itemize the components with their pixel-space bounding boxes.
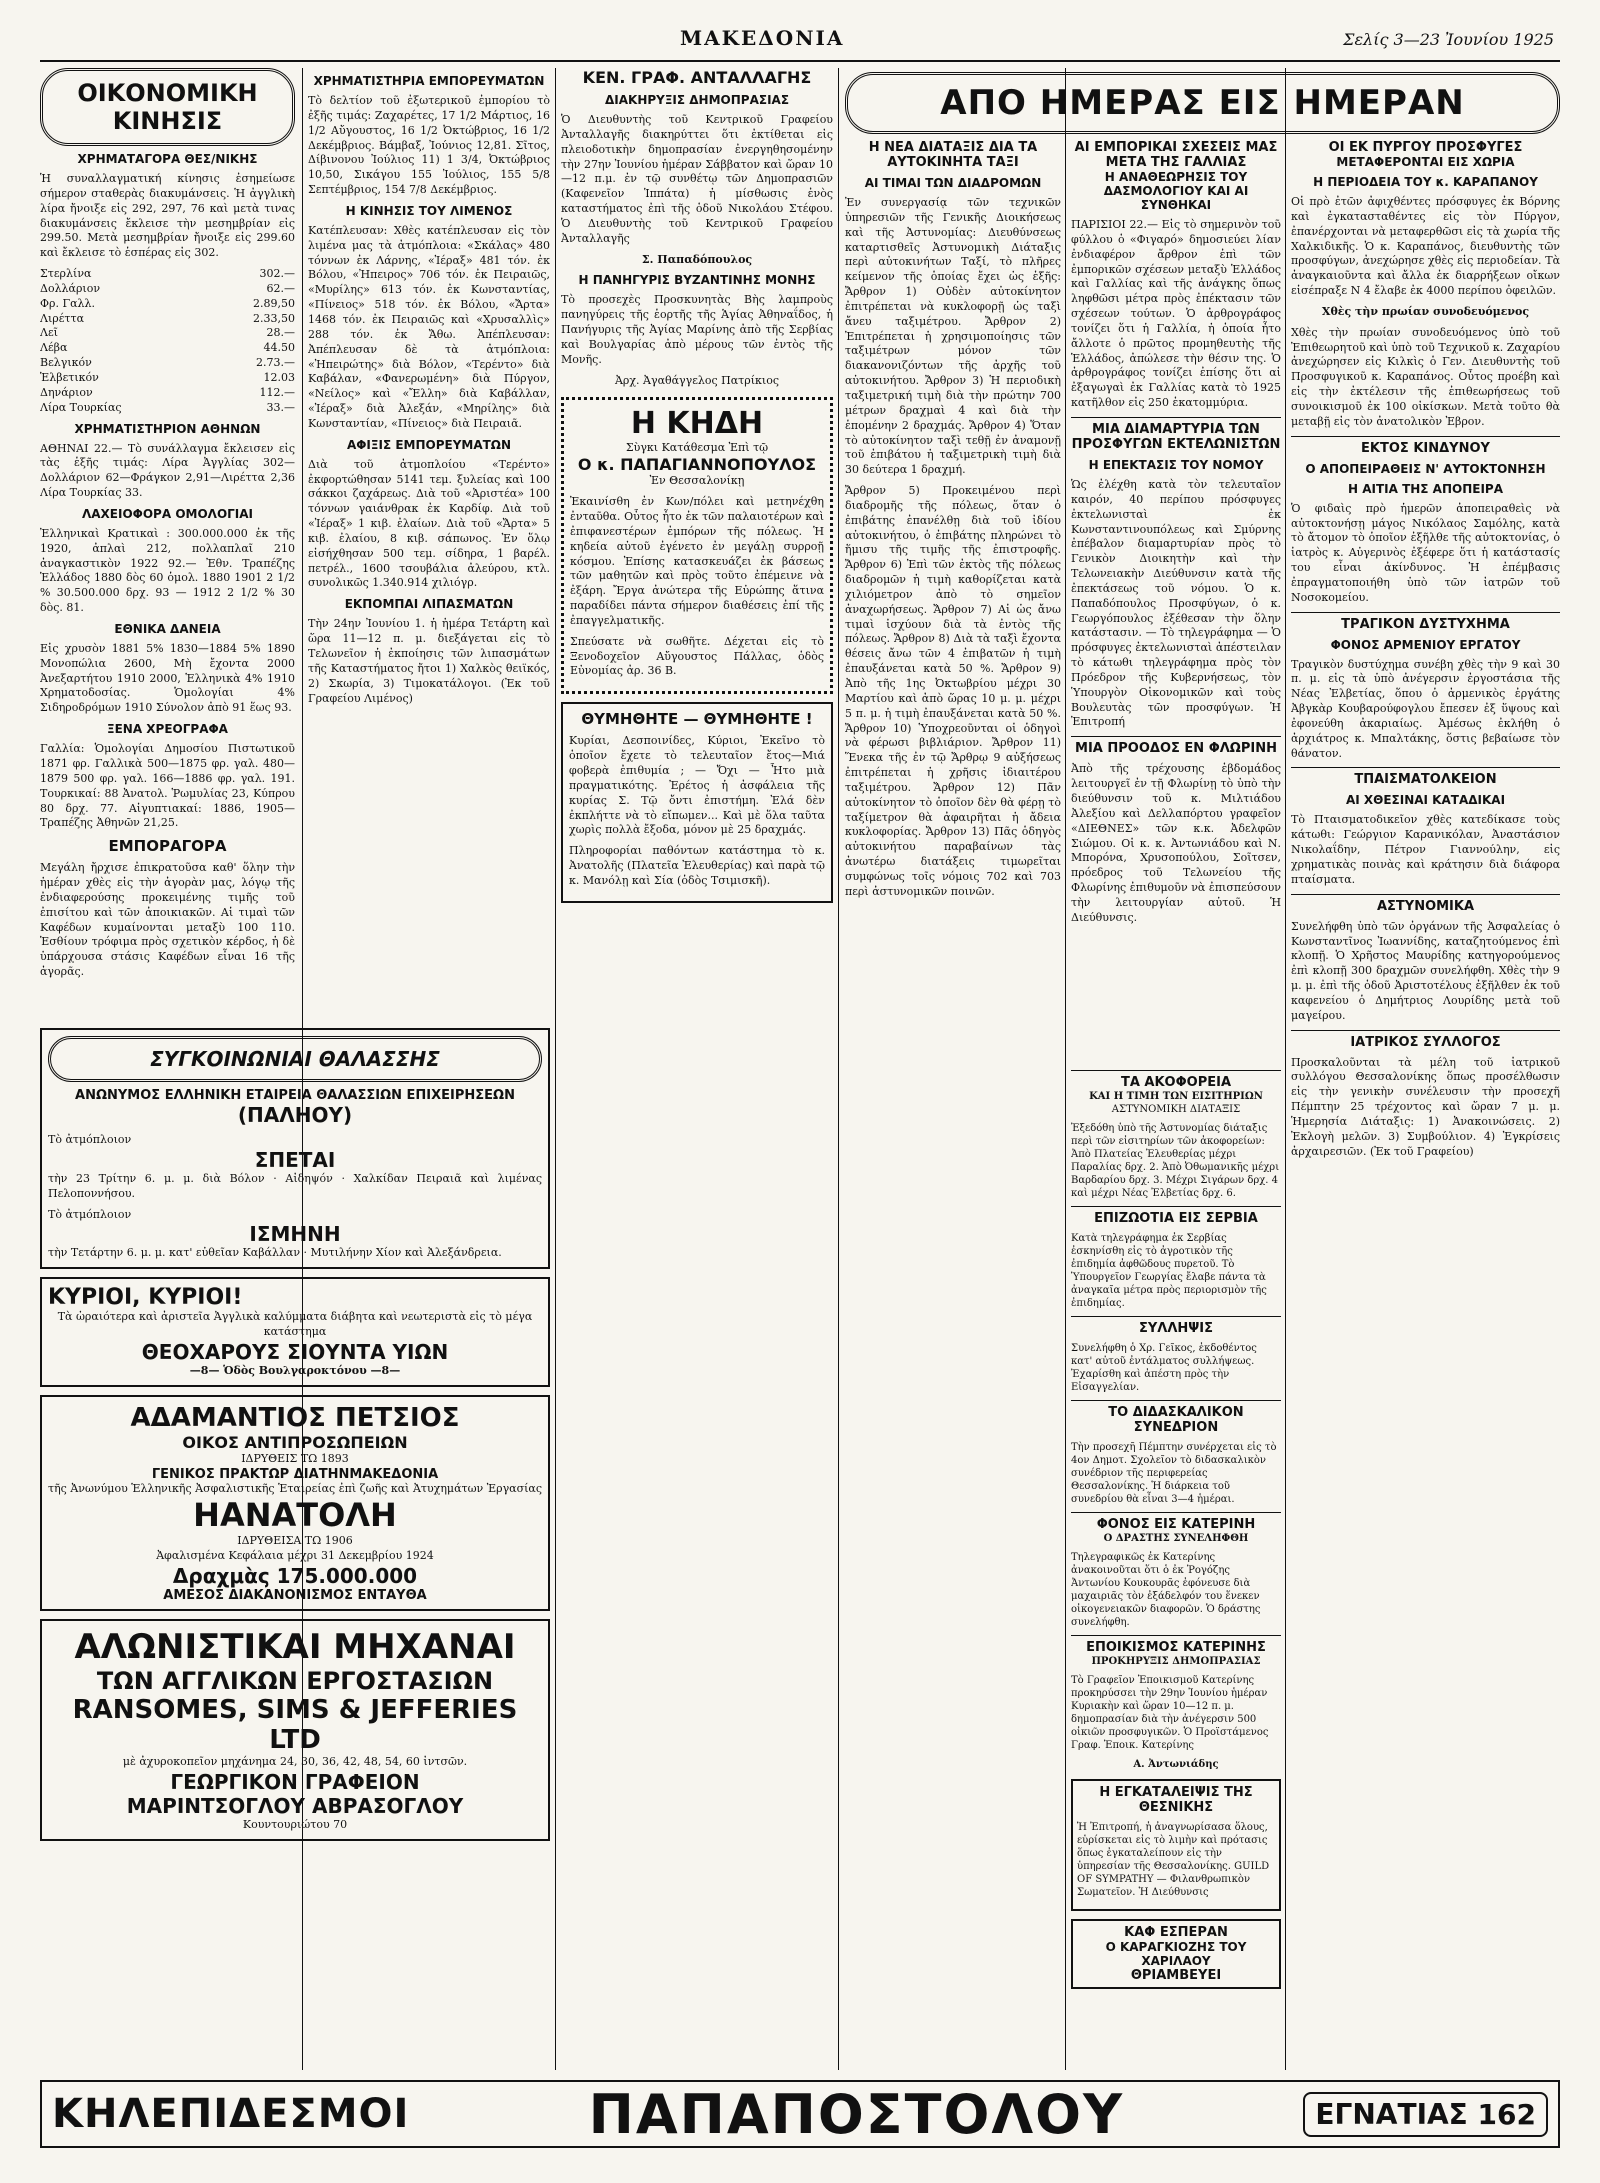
- section-title: ΤΡΑΓΙΚΟΝ ΔΥΣΤΥΧΗΜΑ: [1291, 612, 1560, 632]
- article-text: Τηλεγραφικῶς ἐκ Κατερίνης ἀνακοινοῦται ὅτι ὁ ἐκ Ῥογόζης Ἀντωνίου Κουκουρᾶς ἐφόνευσε διὰ μαχαιριᾶς τὸν ἐξάδελφόν του ἕνεκεν οἰκογενειακῶν διαφορῶν. Ὁ δράστης συνελήφθη.: [1071, 1552, 1261, 1628]
- section-subtitle: ΔΙΑΚΗΡΥΞΙΣ ΔΗΜΟΠΡΑΣΙΑΣ: [604, 93, 790, 107]
- machines-subtitle: ΤΩΝ ΑΓΓΛΙΚΩΝ ΕΡΓΟΣΤΑΣΙΩΝ: [96, 1667, 494, 1696]
- article-signature: Α. Ἀντωνιάδης: [1133, 1759, 1219, 1770]
- section-title: ΕΚΠΟΜΠΑΙ ΛΙΠΑΣΜΑΤΩΝ: [344, 597, 514, 612]
- insurance-company-founded: ΙΔΡΥΘΕΙΣΑ ΤΩ 1906: [237, 1534, 353, 1548]
- reminder-title: ΘΥΜΗΘΗΤΕ — ΘΥΜΗΘΗΤΕ !: [581, 710, 813, 729]
- article-text: Τὸ Γραφεῖον Ἐποικισμοῦ Κατερίνης προκηρύσσει τὴν 29ην Ἰουνίου ἡμέραν Κυριακὴν καὶ ὥραν 10—12 π. μ. δημοπρασίαν διὰ τὴν ἀνέγερσιν 500 οἰκιῶν προσφυγικῶν. Ὁ Προϊστάμενος Γραφ. Ἐποικ. Κατερίνης: [1071, 1675, 1269, 1751]
- section-subtitle: ΦΟΝΟΣ ΑΡΜΕΝΙΟΥ ΕΡΓΑΤΟΥ: [1330, 637, 1521, 652]
- page-date: Σελίς 3—23 Ἰουνίου 1925: [1343, 30, 1554, 49]
- rate-row: Δολλάριον 62.—: [40, 281, 295, 295]
- orphan-box: [1071, 1779, 1281, 1911]
- section-title: Η ΠΑΝΗΓΥΡΙΣ ΒΥΖΑΝΤΙΝΗΣ ΜΟΝΗΣ: [578, 273, 816, 288]
- section-title: ΧΡΗΜΑΤΙΣΤΗΡΙΑ ΕΜΠΟΡΕΥΜΑΤΩΝ: [313, 74, 545, 88]
- section-title: ΙΑΤΡΙΚΟΣ ΣΥΛΛΟΓΟΣ: [1291, 1030, 1560, 1050]
- footer-ad-left: ΚΗΛΕΠΙΔΕΣΜΟΙ: [52, 2091, 410, 2137]
- obituary-text: Σπεύσατε νὰ σωθῆτε. Δέχεται εἰς τὸ Ξενοδοχεῖον Αὔγουστος Πάλλας, ὁδὸς Εὐνομίας ἀρ. 36 Β.: [570, 634, 824, 678]
- machines-owner: ΜΑΡΙΝΤΣΟΓΛΟΥ ΑΒΡΑΣΟΓΛΟΥ: [126, 1793, 464, 1818]
- obituary-subtitle: Σὺγκι Κατάθεσμα Ἐπὶ τῷ: [625, 440, 769, 454]
- rate-row: Λεῖ 28.—: [40, 326, 295, 340]
- section-subtitle: ΑΙ ΤΙΜΑΙ ΤΩΝ ΔΙΑΔΡΟΜΩΝ: [864, 176, 1042, 190]
- section-subtitle: ΚΑΙ Η ΤΙΜΗ ΤΩΝ ΕΙΣΙΤΗΡΙΩΝ: [1089, 1091, 1263, 1102]
- article-text: Εἰς χρυσὸν 1881 5% 1830—1884 5% 1890 Μονοπώλια 2600, Μὴ ἔχοντα 2000 Ἀνεξαρτήτου 1910 2000, Ἑλληνικὰ 4% 1910 Χρηματοδοσίας. Ὁμολογίαι 4% Σιδηροδρόμων 1910 Σύνολον ἀπὸ 91 ἕως 93.: [40, 641, 295, 715]
- section-subtitle: Η ΠΕΡΙΟΔΕΙΑ ΤΟΥ κ. ΚΑΡΑΠΑΝΟΥ: [1313, 175, 1538, 189]
- column-rule: [838, 68, 839, 2070]
- article-text: Ὡς ἐλέχθη κατὰ τὸν τελευταῖον καιρόν, 40 περίπου πρόσφυγες ἐκτελωνισταὶ ἐκ Κωνσταντινουπόλεως καὶ Σμύρνης ἐπέβαλον διαμαρτυρίαν πρὸς τὸ Γενικὸν Διοικητὴν καὶ τὴν Τελωνειακὴν Διεύθυνσιν κατὰ τῆς ἐπεκτάσεως τοῦ νόμου. Ὁ κ. Παπαδόπουλος Προσφύγων, ὁ κ. Γεωργόπουλος ἐξέθεσαν τὴν ὅλην κατάστασιν. — Τὸ τηλεγράφημα — Ὁ πρόσφυγες ἐκτελωνισταὶ ἀπέστειλαν τὸ κάτωθι τηλεγράφημα πρὸς τὸν Πρόεδρον τῆς Κυβερνήσεως, τὸν Ὑπουργὸν Οἰκονομικῶν καὶ τοὺς Βουλευτὰς τῶν προσφύγων. Ἡ Ἐπιτροπή: [1071, 477, 1281, 729]
- article-text: Ἐξεδόθη ὑπὸ τῆς Ἀστυνομίας διάταξις περὶ τῶν εἰσιτηρίων τῶν ἀκοφορείων: Ἀπὸ Πλατείας Ἐλευθερίας μέχρι Παραλίας δρχ. 2. Ἀπὸ Ὀθωμανικῆς μέχρι Βαρδαρίου δρχ. 3. Μέχρι Σιγάρων δρχ. 4 καὶ μέχρι Νέας Ἐλβετίας δρχ. 6.: [1071, 1123, 1280, 1199]
- footer-ad: [40, 2080, 1560, 2148]
- column-taxi: [845, 140, 1061, 2070]
- section-title: ΕΜΠΟΡΑΓΟΡΑ: [108, 837, 227, 856]
- section-title: ΑΙ ΕΜΠΟΡΙΚΑΙ ΣΧΕΣΕΙΣ ΜΑΣ ΜΕΤΑ ΤΗΣ ΓΑΛΛΙΑΣ: [1074, 140, 1278, 170]
- article-signature: Σ. Παπαδόπουλος: [641, 252, 753, 266]
- shop-ad-title: ΚΥΡΙΟΙ, ΚΥΡΙΟΙ!: [48, 1285, 243, 1311]
- section-title: ΕΚΤΟΣ ΚΙΝΔΥΝΟΥ: [1291, 436, 1560, 456]
- shipping-company: ΑΝΩΝΥΜΟΣ ΕΛΛΗΝΙΚΗ ΕΤΑΙΡΕΙΑ ΘΑΛΑΣΣΙΩΝ ΕΠΙΧΕΙΡΗΣΕΩΝ: [75, 1088, 515, 1103]
- machines-ad: [40, 1619, 550, 1841]
- section-subtitle: Ο ΔΡΑΣΤΗΣ ΣΥΝΕΛΗΦΘΗ: [1103, 1533, 1249, 1544]
- reminder-text: Κυρίαι, Δεσποινίδες, Κύριοι, Ἐκεῖνο τὸ ὁποῖον ἔχετε τὸ τελευταῖον ἔτος—Μιά φοβερὰ ἐπιθυμία ; — Ὄχι — Ἦτο μιὰ πραγματικότης. Ἐρέτος ἡ ἀσφάλεια τῆς κυρίας Σ. Τῷ ὄντι ἐπιστήμη. Ἐλά δὲν ἐκπλήττε νὰ τὸ εἴπωμεν... Καὶ μὲ ὅλα ταῦτα χωρὶς πολλὰ ἔξοδα, μόνον μὲ 25 δραχμάς.: [569, 734, 825, 837]
- section-title: ΑΦΙΞΙΣ ΕΜΠΟΡΕΥΜΑΤΩΝ: [346, 437, 512, 452]
- obituary-title: Η ΚΗΔΗ: [630, 405, 764, 441]
- machines-title: ΑΛΩΝΙΣΤΙΚΑΙ ΜΗΧΑΝΑΙ: [74, 1627, 516, 1668]
- insurance-house: ΟΙΚΟΣ ΑΝΤΙΠΡΟΣΩΠΕΙΩΝ: [182, 1432, 408, 1452]
- ship-name: ΙΣΜΗΝΗ: [249, 1222, 341, 1247]
- section-subtitle: ΜΕΤΑΦΕΡΟΝΤΑΙ ΕΙΣ ΧΩΡΙΑ: [1336, 155, 1515, 169]
- reminder-box: [561, 702, 833, 902]
- rates-table: [40, 267, 295, 415]
- rate-row: Δηνάριον 112.—: [40, 385, 295, 399]
- cinema-ad: [1071, 1919, 1281, 1989]
- article-text: Προσκαλοῦνται τὰ μέλη τοῦ ἰατρικοῦ συλλόγου Θεσσαλονίκης ὅπως προσέλθωσιν εἰς τὴν γενικὴν συνέλευσιν τὴν προσεχῆ Πέμπτην 25 τρέχοντος καὶ ὥραν 7 μ. μ. Ἡμερησία Διάταξις: 1) Ἀνακοινώσεις. 2) Ἐκλογὴ μελῶν. 3) Συμβούλιον. 4) Ἐγκρίσεις ἀρχαιρεσιῶν. (Ἐκ τοῦ Γραφείου): [1291, 1055, 1560, 1158]
- section-title: ΕΘΝΙΚΑ ΔΑΝΕΙΑ: [114, 621, 221, 636]
- section-title: ΦΟΝΟΣ ΕΙΣ ΚΑΤΕΡΙΝΗ: [1071, 1512, 1281, 1532]
- ship-name: ΣΠΕΤΑΙ: [254, 1147, 336, 1172]
- article-text: ΑΘΗΝΑΙ 22.— Τὸ συνάλλαγμα ἔκλεισεν εἰς τὰς ἑξῆς τιμάς: Λίρα Ἀγγλίας 302—Δολλάριον 62—Φράγκον 2,91—Λιρέττα 2,36 Λίρα Τουρκίας 33.: [40, 441, 295, 500]
- obituary-box: [561, 397, 833, 695]
- cinema-show: Ο ΚΑΡΑΓΚΙΟΖΗΣ ΤΟΥ ΧΑΡΙΛΑΟΥ: [1105, 1940, 1247, 1968]
- column-rule: [555, 68, 556, 2070]
- ship-schedule: τὴν Τετάρτην 6. μ. μ. κατ' εὐθεῖαν Καβάλλαν · Μυτιλήνην Χίον καὶ Ἀλεξάνδρεια.: [48, 1246, 502, 1260]
- article-signature: Ἀρχ. Ἀγαθάγγελος Πατρίκιος: [614, 373, 780, 387]
- section-subtitle: Η ΕΠΕΚΤΑΣΙΣ ΤΟΥ ΝΟΜΟΥ: [1088, 457, 1264, 472]
- section-subtitle: Χθὲς τὴν πρωίαν συνοδευόμενος: [1321, 304, 1530, 318]
- section-subtitle: Ο ΑΠΟΠΕΙΡΑΘΕΙΣ Ν' ΑΥΤΟΚΤΟΝΗΣΗ: [1305, 461, 1546, 476]
- day-banner-wrap: [845, 72, 1560, 134]
- rate-row: Στερλίνα 302.—: [40, 267, 295, 281]
- left-ads-area: [40, 1020, 550, 2070]
- section-title: ΣΥΛΛΗΨΙΣ: [1071, 1316, 1281, 1336]
- section-subtitle: ΑΣΤΥΝΟΜΙΚΗ ΔΙΑΤΑΞΙΣ: [1111, 1104, 1241, 1115]
- article-text: Τὸ Πταισματοδικεῖον χθὲς κατεδίκασε τοὺς κάτωθι: Γεώργιον Καρανικόλαν, Ἀναστάσιον Νικολαΐδην, Πέτρον Γιαννούλην, εἰς χρηματικὰς ποινὰς καὶ κράτησιν διὰ διάφορα πταίσματα.: [1291, 813, 1560, 886]
- article-text: Κατέπλευσαν: Χθὲς κατέπλευσαν εἰς τὸν λιμένα μας τὰ ἀτμόπλοια: «Σκάλας» 480 τόννων ἐκ Λάρνης, «Ἱέραξ» 481 τόν. ἐκ Βόλου, «Ἠπειρος» 706 τόν. ἐκ Πειραιῶς, «Μυρίλης» 613 τόν. ἐκ Κωνσταντίας, «Πίνειος» 518 τόν. ἐκ Βόλου, «Ἄρτα» 1468 τόν. ἐκ Πειραιῶς καὶ «Χρυσαλλὶς» 288 τόν. ἐκ Ἄθω. Ἀπέπλευσαν: Ἀπέπλευσαν δὲ τὰ ἀτμόπλοια: «Ἠπειρώτης» διὰ Βόλον, «Τερέντο» διὰ Καβάλαν, «Φανερωμένη» διὰ Πύργον, «Νείλος» καὶ «Ἔλλη» διὰ Καβάλλαν, «Ἱέραξ» διὰ Ἀλεξάν, «Μηρίλης» διὰ Κωνσταντίαν, «Πίνειος» διὰ Πειραιᾶ.: [308, 223, 550, 430]
- article-text: Συνελήφθη ὁ Χρ. Γεῖκος, ἐκδοθέντος κατ' αὐτοῦ ἐντάλματος συλλήψεως. Ἐχαρίσθη καὶ ἀπέστη πρὸς τὴν Εἰσαγγελίαν.: [1071, 1343, 1257, 1393]
- article-text: Ἐν συνεργασίᾳ τῶν τεχνικῶν ὑπηρεσιῶν τῆς Γενικῆς Διοικήσεως καὶ τῆς Ἀστυνομίας: Διευθύνσεως καταρτισθεῖς Ἀστυνομικὴ Διάταξις περὶ αὐτοκινήτων Ταξί, τὸ πλῆρες κείμενον τῆς ὁποίας ἔχει ὡς ἑξῆς: Ἄρθρον 1) Οὐδὲν αὐτοκίνητον ἐπιτρέπεται νὰ κυκλοφορῇ ὡς ταξὶ ἄνευ ταξιμέτρου. Ἄρθρον 2) Ἐπιτρέπεται ἡ χρησιμοποίησις τῶν ταξιμέτρων μόνον τῶν διακανονιζόντων τῆς ἀρχῆς τοῦ αὐτοκινήτου. Ἄρθρον 3) Ἡ περιοδικὴ ταξιμετρική τιμὴ διὰ τὴν πρώτην 700 μέτρων δραχμαὶ 4 καὶ διὰ τὴν ἑπομένην 2 δραχμάς. Ἄρθρον 4) Ὅταν τὸ αὐτοκίνητον ταξὶ τεθῇ ἐν ἀναμονῇ τοῦ ἐπιβάτου ἡ ταξιμετρικὴ τιμὴ διὰ 30 δεύτερα 1 δραχμή.: [845, 196, 1061, 477]
- section-title: ΧΡΗΜΑΤΙΣΤΗΡΙΟΝ ΑΘΗΝΩΝ: [74, 421, 261, 436]
- section-title: ΕΠΙΖΩΟΤΙΑ ΕΙΣ ΣΕΡΒΙΑ: [1071, 1206, 1281, 1226]
- column-misc: [1071, 1070, 1281, 2070]
- reminder-footer: Πληροφορίαι παθόντων κατάστημα τὸ κ. Ἀνατολῆς (Πλατεῖα Ἐλευθερίας) καὶ παρὰ τῷ κ. Μανόλῃ καὶ Σία (ὁδὸς Τσιμισκῆ).: [569, 844, 825, 887]
- section-subtitle: Η ΑΙΤΙΑ ΤΗΣ ΑΠΟΠΕΙΡΑ: [1347, 481, 1503, 496]
- cinema-name: ΚΑΦ ΕΣΠΕΡΑΝ: [1124, 1925, 1228, 1940]
- section-subtitle: Η ΑΝΑΘΕΩΡΗΣΙΣ ΤΟΥ ΔΑΣΜΟΛΟΓΙΟΥ ΚΑΙ ΑΙ ΣΥΝΘΗΚΑΙ: [1103, 170, 1249, 212]
- ship-prefix: Τὸ ἀτμόπλοιον: [48, 1133, 132, 1146]
- machines-address: Κουντουριώτου 70: [242, 1817, 348, 1831]
- section-title: ΚΕΝ. ΓΡΑΦ. ΑΝΤΑΛΛΑΓΗΣ: [582, 68, 812, 87]
- insurance-company-name: ΗΑΝΑΤΟΛΗ: [193, 1496, 397, 1535]
- finance-banner: ΟΙΚΟΝΟΜΙΚΗ ΚΙΝΗΣΙΣ: [40, 68, 295, 146]
- article-text: Ἡ Ἐπιτροπή, ἡ ἀναγνωρίσασα ὅλους, εὑρίσκεται εἰς τὸ λιμὴν καὶ πρότασις ὅπως ἐγκαταλείπουν εἰς τὴν ὑπηρεσίαν τῆς Θεσσαλονίκης. GUILD OF SYMPATHY — Φιλανθρωπικὸν Σωματεῖον. Ἡ Διεύθυνσις: [1077, 1822, 1270, 1898]
- insurance-agent-name: ΑΔΑΜΑΝΤΙΟΣ ΠΕΤΣΙΟΣ: [130, 1402, 460, 1433]
- article-text: Ὁ Διευθυντὴς τοῦ Κεντρικοῦ Γραφείου Ἀνταλλαγῆς διακηρύττει ὅτι ἐκτίθεται εἰς πλειοδοτικὴν δημοπρασίαν ἐνεργηθησομένην τὴν 27ην Ἰουνίου ἡμέραν Σάββατον καὶ ὥραν 10—12 π.μ. ἐν τῷ συνθέτῳ τῶν Δημοπρασιῶν (Καφενεῖον Ἱππάτα) ἡ μίσθωσις ἐνὸς καταστήματος ἐπὶ τῆς ὁδοῦ Νικολάου Στέφου. Ὁ Διευθυντὴς τοῦ Κεντρικοῦ Γραφείου Ἀνταλλαγῆς: [561, 113, 833, 245]
- section-subtitle: ΑΙ ΧΘΕΣΙΝΑΙ ΚΑΤΑΔΙΚΑΙ: [1345, 793, 1506, 808]
- column-rule: [1285, 68, 1286, 2070]
- rate-row: Λιρέττα 2.33,50: [40, 311, 295, 325]
- section-title: ΜΙΑ ΠΡΟΟΔΟΣ ΕΝ ΦΛΩΡΙΝΗ: [1071, 736, 1281, 756]
- article-text: Μεγάλη ἤρχισε ἐπικρατοῦσα καθ' ὅλην τὴν ἡμέραν χθὲς εἰς τὴν ἀγορὰν μας, λόγῳ τῆς ἐνδιαφερούσης προκειμένης τιμῆς τοῦ ἐπισίτου καὶ τῶν ἀποικιακῶν. Αἱ τιμαὶ τῶν Καφέδων κυμαίνονται μεταξὺ 100 110. Ἑσθίουν τρόφιμα πρὸς σχετικὸν κέρδος, ἡ δὲ ὑπάρχουσα στάσις Καφέδων εἶναι 16 τῆς ἀγορᾶς.: [40, 861, 295, 979]
- section-title: ΤΠΑΙΣΜΑΤΟΛΚΕΙΟΝ: [1291, 767, 1560, 787]
- obituary-name: Ο κ. ΠΑΠΑΓΙΑΝΝΟΠΟΥΛΟΣ: [577, 455, 817, 475]
- rate-row: Λέβα 44.50: [40, 341, 295, 355]
- column-rule: [1065, 68, 1066, 2070]
- article-text: Ἄρθρον 5) Προκειμένου περὶ διαδρομῆς τῆς πόλεως, ὅταν ὁ ἐπιβάτης ἐπανέλθῃ διὰ τοῦ ἰδίου αὐτοκινήτου, ὁ ἐπιβάτης πληρώνει τὸ ἥμισυ τῆς τιμῆς τῆς ἐπιστροφῆς. Ἄρθρον 6) Ἐπὶ τῶν ἐκτὸς τῆς πόλεως διαδρομῶν ἡ τιμὴ καθορίζεται κατὰ χιλιόμετρον ἀπὸ τὸ σημεῖον ἀναχωρήσεως. Ἄρθρον 7) Αἱ ὡς ἄνω τιμαὶ ἰσχύουν διὰ τὰ ἐντὸς τῆς πόλεως. Ἄρθρον 8) Διὰ τὰ ταξὶ ἔχοντα θέσεις ἄνω τῶν 4 ἐπιβατῶν ἡ τιμὴ ἐπαυξάνεται κατὰ 50 %. Ἄρθρον 9) Ἀπὸ τῆς 1ης Ὀκτωβρίου μέχρι 30 Μαρτίου καὶ ἀπὸ ὥρας 10 μ. μ. μέχρι 5 π. μ. ἡ τιμὴ ἐπαυξάνεται κατὰ 50 %. Ἄρθρον 10) Ὑποχρεοῦνται οἱ ὁδηγοὶ νὰ φέρωσι βιβλιάριον. Ἄρθρον 11) Ἕνεκα τῆς ἐν τῷ Ἄρθρῳ 9 αὐξήσεως ἐπιτρέπεται ἡ χρῆσις ἰδιαιτέρου ταξιμέτρου. Ἄρθρον 12) Πᾶν αὐτοκίνητον τὸ ὁποῖον δὲν θὰ φέρῃ τὸ ταξίμετρον θὰ ἀφαιρῆται ἡ ἄδεια κυκλοφορίας. Ἄρθρον 13) Πᾶς ὁδηγὸς αὐτοκινήτου παραβαίνων τὰς ἀνωτέρω διατάξεις τιμωρεῖται συμφώνως τοῖς νόμοις 702 καὶ 703 περὶ ἀστυνομικῶν ποινῶν.: [845, 484, 1061, 898]
- article-text: Κατὰ τηλεγράφημα ἐκ Σερβίας ἐσκηνίσθη εἰς τὸ ἀγροτικὸν τῆς ἐπιδημία ἀφθῶδους πυρετοῦ. Τὸ Ὑπουργεῖον Γεωργίας ἔλαβε πάντα τὰ ἀναγκαῖα μέτρα πρὸς περιορισμὸν τῆς ἐπιδημίας.: [1071, 1233, 1267, 1309]
- section-title: ΑΣΤΥΝΟΜΙΚΑ: [1291, 894, 1560, 914]
- article-text: Συνελήφθη ὑπὸ τῶν ὀργάνων τῆς Ἀσφαλείας ὁ Κωνσταντῖνος Ἰωαννίδης, καταζητούμενος ἐπὶ κλοπῇ. Ὁ Χρῆστος Μαυρίδης κατηγορούμενος ἐπὶ κλοπῇ 300 δραχμῶν συνελήφθη. Χθὲς τὴν 9 μ. μ. ἐπὶ τῆς ὁδοῦ Ἀριστοτέλους ἐξῆλθεν ἐκ τοῦ καφενείου ὁ Δημήτριος Λουρίδης μετὰ τοῦ μαγείρου.: [1291, 919, 1560, 1022]
- section-title: Η ΚΙΝΗΣΙΣ ΤΟΥ ΛΙΜΕΝΟΣ: [345, 203, 513, 218]
- article-text: Τὴν 24ην Ἰουνίου 1. ἡ ἡμέρα Τετάρτη καὶ ὥρα 11—12 π. μ. διεξάγεται εἰς τὸ Τελωνεῖον ἡ ἐκποίησις τῶν λιπασμάτων τῆς Καταστήματος ἤτοι 1) Χαλκὸς θειϊκός, 2) Σκωρία, 3) Τιμοκατάλογοι. (Ἐκ τοῦ Γραφείου Λιμένος): [308, 617, 550, 705]
- section-title: ΤΑ ΑΚΟΦΟΡΕΙΑ: [1071, 1070, 1281, 1090]
- article-text: Ἀπὸ τῆς τρέχουσης ἑβδομάδος λειτουργεῖ ἐν τῇ Φλωρίνῃ τὸ ὑπὸ τὴν διεύθυνσιν τοῦ κ. Μιλτιάδου Ἀλεξίου καὶ Δελλαπόρτου γραφεῖον «ΔΙΕΘΝΕΣ» τῶν κ.κ. Ἀδελφῶν Σιώμου. Οἱ κ. κ. Ἀντωνιάδου καὶ Ν. Μπορόνα, Χρυσοπούλου, Σοῖτσεν, πρόεδρος τοῦ Τελωνείου τῆς Φλωρίνης ἐπιθυμοῦν νὰ ἐπισπεύσουν τὴν λειτουργίαν αὐτοῦ. Ἡ Διεύθυνσις.: [1071, 762, 1281, 924]
- article-text: Τὸ προσεχὲς Προσκυνητὰς Βὴς λαμπροὺς πανηγύρεις τῆς ἑορτῆς τῆς Ἁγίας Ἀθηναΐδος, ἡ Πανήγυρις τῆς Ἀγίας Μαρίνης ἀπὸ τῆς Σερβίας καὶ Βουλγαρίας ἀπὸ μέρους τῶν ἐντὸς τῆς Μονῆς.: [561, 293, 833, 366]
- footer-ad-address: ΕΓΝΑΤΙΑΣ 162: [1303, 2092, 1548, 2137]
- section-title: Η ΝΕΑ ΔΙΑΤΑΞΙΣ ΔΙΑ ΤΑ ΑΥΤΟΚΙΝΗΤΑ ΤΑΞΙ: [868, 140, 1038, 170]
- shipping-banner: ΣΥΓΚΟΙΝΩΝΙΑΙ ΘΑΛΑΣΣΗΣ: [48, 1036, 542, 1082]
- shop-ad: [40, 1277, 550, 1387]
- insurance-company-desc: τῆς Ἀνωνύμου Ἑλληνικῆς Ἀσφαλιστικῆς Ἑταιρείας ἐπὶ ζωῆς καὶ Ἀτυχημάτων Ἐργασίας: [48, 1481, 543, 1495]
- ship-prefix: Τὸ ἀτμόπλοιον: [48, 1207, 132, 1221]
- insurance-founded: ΙΔΡΥΘΕΙΣ ΤΩ 1893: [241, 1451, 349, 1465]
- article-text: Ἐλληνικαὶ Κρατικαὶ : 300.000.000 ἐκ τῆς 1920, ἀπλαὶ 212, πολλαπλαῖ 210 ἀναγκαστικὸν 1922 92.— Ἐθν. Τραπέζης Ἑλλάδος 1880 δὸς 60 ὁμολ. 1880 1901 2 1/2 % 30.500.000 δρχ. 93 — 1912 2 1/2 % 30 δὸς. 81.: [40, 526, 295, 615]
- insurance-footer: ΑΜΕΣΟΣ ΔΙΑΚΑΝΟΝΙΣΜΟΣ ΕΝΤΑΥΘΑ: [163, 1588, 427, 1604]
- cinema-tag: ΘΡΙΑΜΒΕΥΕΙ: [1130, 1968, 1222, 1983]
- section-title: ΛΑΧΕΙΟΦΟΡΑ ΟΜΟΛΟΓΙΑΙ: [81, 506, 254, 521]
- insurance-agent-role: ΓΕΝΙΚΟΣ ΠΡΑΚΤΩΡ ΔΙΑΤΗΝΜΑΚΕΔΟΝΙΑ: [151, 1466, 439, 1482]
- section-title: ΤΟ ΔΙΔΑΣΚΑΛΙΚΟΝ ΣΥΝΕΔΡΙΟΝ: [1071, 1400, 1281, 1435]
- article-text: Ὁ φιδαὶς πρὸ ἡμερῶν ἀποπειραθεὶς νὰ αὐτοκτονήσῃ μάγος Νικόλαος Σαμόλης, κατὰ τὸ ἄτομον τὸ ὁποῖον ἐξῆλθε τῆς αὐτοκτονίας, ὁ ἰατρὸς κ. Αὐγερινὸς ἐξέφερε ὅτι ἡ κατάστασίς του εἶναι ἀκίνδυνος. Ἡ ἐπέμβασις ἐπραγματοποιήθη ὑπὸ τῶν ἰατρῶν τοῦ Νοσοκομείου.: [1291, 501, 1560, 604]
- section-title: Η ΕΓΚΑΤΑΛΕΙΨΙΣ ΤΗΣ ΘΕΣΝΙΚΗΣ: [1099, 1785, 1253, 1815]
- rate-row: Ἑλβετικόν 12.03: [40, 370, 295, 384]
- section-title: ΕΠΟΙΚΙΣΜΟΣ ΚΑΤΕΡΙΝΗΣ: [1071, 1635, 1281, 1655]
- article-text: Οἱ πρὸ ἐτῶν ἀφιχθέντες πρόσφυγες ἐκ Βόρνης καὶ ἐγκατασταθέντες εἰς τὸν Πύργον, ἐπανέρχονται νὰ μεταφερθῶσι εἰς τὰ χωρία τῆς Χαλκιδικῆς. Ὁ κ. Καραπάνος, διευθυντὴς τῶν προσφύγων, ἀνεχώρησε χθὲς εἰς περιοδείαν. Τὰ ἀναγκαιοῦντα καὶ ἄλλα ἐκ διαρρήξεων οἴκων εἰσέπραξε Ν 4 ἔλαβε ἐκ 4000 περίπου ὀφειλῶν.: [1291, 195, 1560, 298]
- footer-ad-brand: ΠΑΠΑΠΟΣΤΟΛΟΥ: [588, 2082, 1125, 2146]
- obituary-place: Ἐν Θεσσαλονίκῃ: [649, 474, 745, 488]
- rate-row: Λίρα Τουρκίας 33.—: [40, 400, 295, 414]
- masthead: [40, 20, 1560, 62]
- section-title: ΜΙΑ ΔΙΑΜΑΡΤΥΡΙΑ ΤΩΝ ΠΡΟΣΦΥΓΩΝ ΕΚΤΕΛΩΝΙΣΤΩΝ: [1071, 417, 1281, 452]
- insurance-capital-amount: Δραχμὰς 175.000.000: [172, 1564, 418, 1589]
- rate-row: Βελγικόν 2.73.—: [40, 356, 295, 370]
- rate-row: Φρ. Γαλλ. 2.89,50: [40, 296, 295, 310]
- shop-name: ΘΕΟΧΑΡΟΥΣ ΣΙΟΥΝΤΑ ΥΙΩΝ: [141, 1339, 449, 1364]
- article-text: Τὸ δελτίον τοῦ ἐξωτερικοῦ ἐμπορίου τὸ ἐξῆς τιμάς: Ζαχαρέτες, 17 1/2 Μάρτιος, 16 1/2 Αὔγουστος, 16 1/2 Ὀκτώβριος, 16 1/2 Δεκέμβριος. Βάμβαξ, Ἰούνιος 12,81. Σῖτος, Δίβινονου Ἰούλιος 11) 1 3/4, Ὀκτώβριος 10,50, Σικάγου 155 Ἰούλιος, 155 5/8 Σεπτέμβριος, 154 7/8 Δεκέμβριος.: [308, 94, 550, 197]
- article-text: ΠΑΡΙΣΙΟΙ 22.— Εἰς τὸ σημερινὸν τοῦ φύλλου ὁ «Φιγαρό» δημοσιεύει λίαν ἐνδιαφέρον ἄρθρον ἐπὶ τῶν ἐμπορικῶν σχέσεων μεταξὺ Ἑλλάδος καὶ Γαλλίας καὶ τῆς ἀνάγκης ὅπως ληφθῶσι μέτρα πρὸς ἐπέκτασιν τῶν σχέσεων τούτων. Ὁ ἀρθρογράφος τονίζει ὅτι ἡ Γαλλία, ἡ ὁποία ἦτο ἄλλοτε ὁ πρῶτος προμηθευτὴς τῆς Ἑλλάδος, ἀπώλεσε τὴν θέσιν της. Ὁ ἀρθρογράφος τονίζει ἐπίσης ὅτι αἱ ἐξαγωγαὶ ἐκ Γαλλίας κατὰ τὸ 1925 κατῆλθον εἰς 250 ἑκατομμύρια.: [1071, 218, 1281, 410]
- machines-brand: RANSOMES, SIMS & JEFFERIES LTD: [72, 1695, 518, 1756]
- insurance-ad: [40, 1395, 550, 1611]
- article-text: Γαλλία: Ὁμολογίαι Δημοσίου Πιστωτικοῦ 1871 φρ. Γαλλικὰ 500—1875 φρ. γαλ. 480—1879 500 φρ. γαλ. 166—1886 φρ. γαλ. 191. Τουρκικαί: 88 Ἀνατολ. Ῥωμυλίας 23, Κύπρου 80 δρχ. 77. Αἰγυπτιακαί: 1886, 1905—Τραπέζης Ἀθηνῶν 21,25.: [40, 742, 295, 830]
- shop-address: —8— Ὁδὸς Βουλγαροκτόνου —8—: [189, 1363, 401, 1377]
- column-notices: [561, 68, 833, 2070]
- insurance-capital-label: Ἀφαλισμένα Κεφάλαια μέχρι 31 Δεκεμβρίου 1924: [156, 1549, 434, 1563]
- article-text: Χθὲς τὴν πρωίαν συνοδευόμενος ὑπὸ τοῦ Ἐπιθεωρητοῦ καὶ ὑπὸ τοῦ Τεχνικοῦ κ. Ζαχαρίου ἀνεχώρησεν εἰς Κιλκὶς ὁ Γεν. Διευθυντὴς τοῦ Προσφυγικοῦ κ. Καραπάνος. Οὗτος προέβη καὶ εἰς τὴν ἐκτέλεσιν τῆς ἐπιθεωρήσεως τοῦ συνοικισμοῦ ἐκ 100 οἰκίσκων. Μετὰ τοῦτο θὰ μεταβῇ εἰς τὸν ἀνατολικὸν Ἐβρον.: [1291, 325, 1560, 428]
- shop-ad-text: Τὰ ὡραιότερα καὶ ἀριστεῖα Ἀγγλικὰ καλύμματα διάβητα καὶ νεωτεριστὰ εἰς τὸ μέγα κατάστημα: [57, 1310, 533, 1339]
- column-news: [1291, 140, 1560, 2070]
- section-title: ΟΙ ΕΚ ΠΥΡΓΟΥ ΠΡΟΣΦΥΓΕΣ: [1328, 140, 1523, 155]
- article-text: Ἡ συναλλαγματική κίνησις ἐσημείωσε σήμερον σταθερὰς διακυμάνσεις. Ἡ ἀγγλικὴ λίρα ἤνοιξε εἰς 292, 297, 76 καὶ μετὰ τινας διακυμάνσεις ἔκλεισε τὴν μεσημβρίαν εἰς 299.50. Μετὰ μεσημβρίαν ἤνοιξε εἰς 299.60 καὶ ἔκλεισε τὸ ἑσπέρας εἰς 302.: [40, 172, 295, 260]
- ship-schedule: τὴν 23 Τρίτην 6. μ. μ. διὰ Βόλον · Αἰδηψόν · Χαλκίδαν Πειραιᾶ καὶ λιμένας Πελοποννήσου.: [48, 1171, 542, 1200]
- section-subtitle: ΠΡΟΚΗΡΥΞΙΣ ΔΗΜΟΠΡΑΣΙΑΣ: [1091, 1656, 1261, 1667]
- shipping-ad: [40, 1028, 550, 1269]
- publication-name: ΜΑΚΕΔΟΝΙΑ: [680, 26, 845, 50]
- obituary-text: Ἐκαινίσθη ἐν Κων/πόλει καὶ μετηνέχθη ἐνταῦθα. Οὗτος ἦτο ἐκ τῶν παλαιοτέρων καὶ ἐπιφανεστέρων ἐμπόρων τῆς πόλεως. Ἡ κηδεία αὐτοῦ ἐγένετο ἐν μεγάλῃ συρροῇ κόσμου. Ἐπίσης κατασκευάζει ἐκ βάσεως τῶν μαθητῶν καὶ πρὸς τοῦτο ἐπέμεινε νὰ ἐξάρη. Ἔργα ἀνώτερα τῆς Εὐρώπης ἅτινα παραδίδει πάντα σήμερον διαθέσεις ἐπί τῆς ἐπαγγελματικῆς.: [570, 495, 824, 627]
- article-text: Τὴν προσεχῆ Πέμπτην συνέρχεται εἰς τὸ 4ον Δημοτ. Σχολεῖον τὸ διδασκαλικὸν συνέδριον τῆς περιφερείας Θεσσαλονίκης. Ἡ διάρκεια τοῦ συνεδρίου θὰ εἶναι 3—4 ἡμέραι.: [1071, 1442, 1277, 1505]
- section-title: ΧΡΗΜΑΤΑΓΟΡΑ ΘΕΣ/ΝΙΚΗΣ: [77, 152, 258, 166]
- machines-office: ΓΕΩΡΓΙΚΟΝ ΓΡΑΦΕΙΟΝ: [170, 1769, 420, 1794]
- day-banner: ΑΠΟ ΗΜΕΡΑΣ ΕΙΣ ΗΜΕΡΑΝ: [845, 72, 1560, 134]
- article-text: Διὰ τοῦ ἀτμοπλοίου «Τερέντο» ἐκφορτώθησαν 5141 τεμ. ξυλείας καὶ 100 σάκκοι ζαχάρεως. Διὰ τοῦ «Ἀριστέα» 100 τόννων γαιάνθρακ ἐκ Καρδίφ. Διὰ τοῦ «Ἱέραξ» 1 κιβ. ἐλαίων. Διὰ τοῦ «Ἄρτα» 5 κιβ. ἐλαίου, 8 κιβ. σάπωνος. Ἐν ὅλῳ εἰσήχθησαν 500 τεμ. σίδηρα, 1 βαρέλ. πετρέλ., 1600 τσουβάλια ἀλεύρου, κτλ. συνολικῶς 1.340.914 χιλιόγρ.: [308, 457, 550, 590]
- article-text: Τραγικὸν δυστύχημα συνέβη χθὲς τὴν 9 καὶ 30 π. μ. εἰς τὰ ὑπὸ ἀνέγερσιν ἐργοστάσια τῆς Νέας Ἐλβετίας, ὅπου ὁ ἀρμενικὸς ἐργάτης Ἀβγκὰρ Κουβαρούφογλου ἔπεσεν ἐξ ὕψους καὶ ἐφονεύθη ἀκαριαίως. Ἀμέσως ἐκλήθη ὁ ἀρχιάτρος κ. Μπαλτάκης, ὅστις βεβαίωσε τὸν θάνατον.: [1291, 657, 1560, 760]
- newspaper-page: [40, 20, 1560, 2160]
- shipping-company-short: (ΠΑΛΗΟΥ): [237, 1103, 353, 1127]
- section-title: ΞΕΝΑ ΧΡΕΟΓΡΑΦΑ: [107, 722, 228, 737]
- machines-note: μὲ ἀχυροκοπεῖον μηχάνημα 24, 30, 36, 42, 48, 54, 60 ἰντσῶν.: [122, 1755, 468, 1769]
